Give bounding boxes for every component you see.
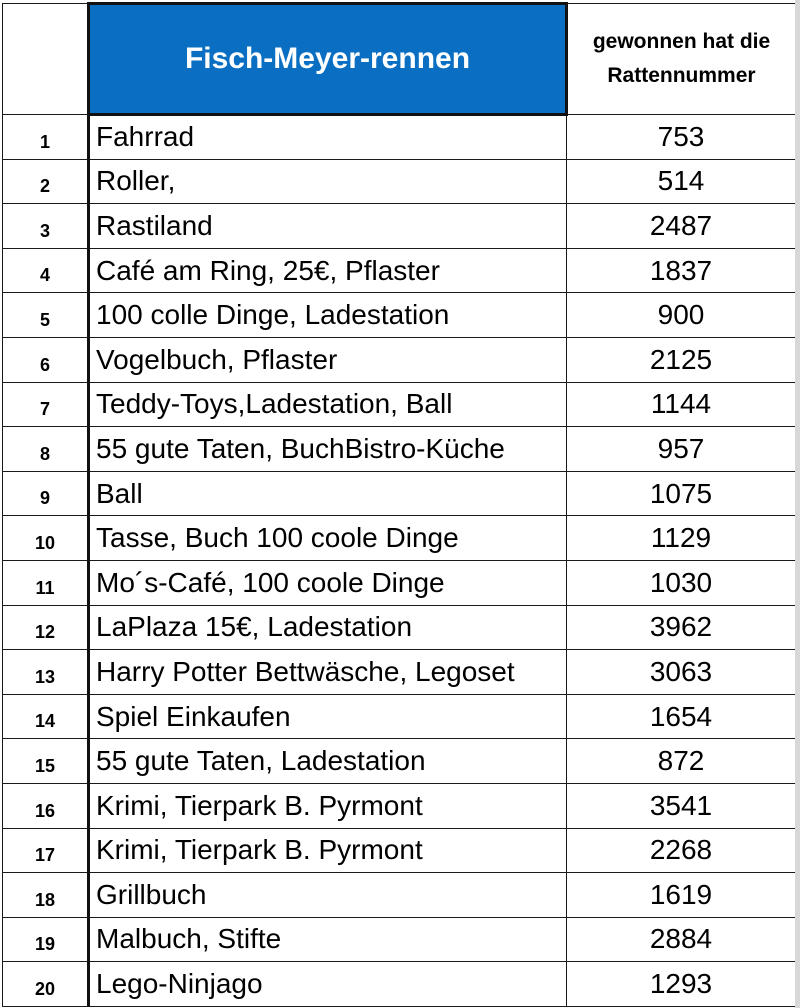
winner-number-cell: 1293: [567, 962, 796, 1007]
prize-cell: Krimi, Tierpark B. Pyrmont: [89, 828, 567, 873]
row-number: 4: [3, 248, 89, 293]
prize-cell: Lego-Ninjago: [89, 962, 567, 1007]
table-row: [3, 650, 796, 695]
prize-cell: Vogelbuch, Pflaster: [89, 337, 567, 382]
table-row: [3, 605, 796, 650]
prize-cell: Teddy-Toys,Ladestation, Ball: [89, 382, 567, 427]
winner-number-cell: 753: [567, 115, 796, 160]
table-row: [3, 739, 796, 784]
table-row: [3, 204, 796, 249]
winner-number-cell: 872: [567, 739, 796, 784]
row-number: 12: [3, 605, 89, 650]
table-row: [3, 337, 796, 382]
prize-cell: Harry Potter Bettwäsche, Legoset: [89, 650, 567, 695]
winner-number-cell: 1837: [567, 248, 796, 293]
table-row: [3, 427, 796, 472]
prize-cell: 55 gute Taten, Ladestation: [89, 739, 567, 784]
row-number: 5: [3, 293, 89, 338]
page-edge-shadow: [795, 0, 800, 1008]
row-number: 8: [3, 427, 89, 472]
table-row: [3, 293, 796, 338]
row-number: 20: [3, 962, 89, 1007]
row-number: 13: [3, 650, 89, 695]
row-number: 7: [3, 382, 89, 427]
winner-number-cell: 2125: [567, 337, 796, 382]
header-row: [3, 4, 796, 115]
prize-cell: Tasse, Buch 100 coole Dinge: [89, 516, 567, 561]
winner-number-cell: 2487: [567, 204, 796, 249]
row-number: 17: [3, 828, 89, 873]
row-number: 1: [3, 115, 89, 160]
winner-number-cell: 1030: [567, 560, 796, 605]
prize-cell: Malbuch, Stifte: [89, 917, 567, 962]
row-number: 15: [3, 739, 89, 784]
row-number: 18: [3, 873, 89, 918]
winner-number-cell: 1075: [567, 471, 796, 516]
winner-number-cell: 3541: [567, 783, 796, 828]
table-row: [3, 560, 796, 605]
row-number: 14: [3, 694, 89, 739]
row-number: 19: [3, 917, 89, 962]
winner-number-cell: 1129: [567, 516, 796, 561]
table-row: [3, 828, 796, 873]
winner-number-cell: 900: [567, 293, 796, 338]
raffle-results-sheet: [2, 2, 795, 1005]
prize-cell: Fahrrad: [89, 115, 567, 160]
prize-cell: Rastiland: [89, 204, 567, 249]
prize-cell: 100 colle Dinge, Ladestation: [89, 293, 567, 338]
prize-cell: Ball: [89, 471, 567, 516]
table-row: [3, 873, 796, 918]
prize-cell: Mo´s-Café, 100 coole Dinge: [89, 560, 567, 605]
winner-number-cell: 3962: [567, 605, 796, 650]
table-row: [3, 471, 796, 516]
winner-number-cell: 514: [567, 159, 796, 204]
header-corner-cell: [3, 4, 89, 115]
prize-cell: LaPlaza 15€, Ladestation: [89, 605, 567, 650]
winner-number-cell: 2268: [567, 828, 796, 873]
row-number: 2: [3, 159, 89, 204]
table-row: [3, 962, 796, 1007]
table-row: [3, 248, 796, 293]
prize-cell: Café am Ring, 25€, Pflaster: [89, 248, 567, 293]
winner-number-cell: 957: [567, 427, 796, 472]
winner-number-cell: 1619: [567, 873, 796, 918]
prize-cell: Roller,: [89, 159, 567, 204]
table-row: [3, 917, 796, 962]
row-number: 16: [3, 783, 89, 828]
winner-header-line2: Rattennummer: [607, 64, 756, 87]
winner-number-cell: 1144: [567, 382, 796, 427]
prize-cell: Grillbuch: [89, 873, 567, 918]
prize-cell: Krimi, Tierpark B. Pyrmont: [89, 783, 567, 828]
table-row: [3, 694, 796, 739]
row-number: 10: [3, 516, 89, 561]
winner-number-cell: 2884: [567, 917, 796, 962]
winner-column-header: [567, 4, 796, 115]
results-table: [2, 2, 796, 1007]
table-row: [3, 382, 796, 427]
winner-number-cell: 1654: [567, 694, 796, 739]
table-row: [3, 783, 796, 828]
prize-cell: 55 gute Taten, BuchBistro-Küche: [89, 427, 567, 472]
winner-number-cell: 3063: [567, 650, 796, 695]
table-row: [3, 159, 796, 204]
table-title: Fisch-Meyer-rennen: [89, 4, 567, 115]
row-number: 9: [3, 471, 89, 516]
prize-cell: Spiel Einkaufen: [89, 694, 567, 739]
winner-header-line1: gewonnen hat die: [592, 30, 771, 53]
row-number: 11: [3, 560, 89, 605]
table-row: [3, 115, 796, 160]
row-number: 6: [3, 337, 89, 382]
table-row: [3, 516, 796, 561]
row-number: 3: [3, 204, 89, 249]
